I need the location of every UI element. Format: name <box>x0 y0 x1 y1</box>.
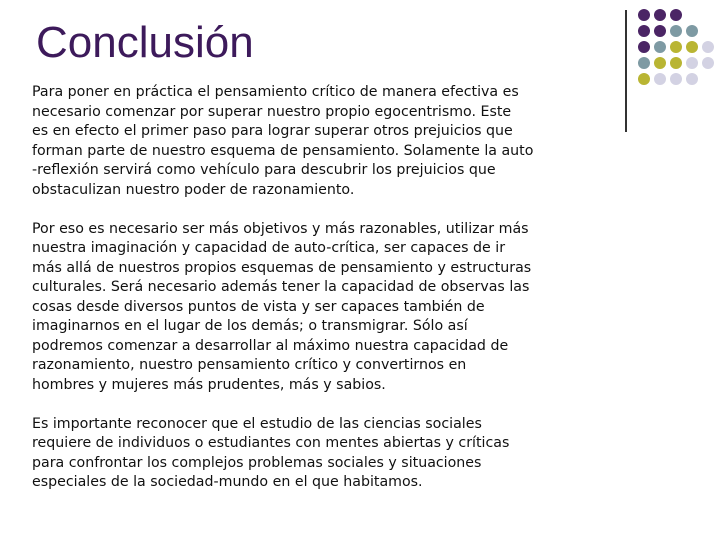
decorative-dot <box>670 73 682 85</box>
decorative-dot <box>638 41 650 53</box>
decorative-dot <box>670 25 682 37</box>
decorative-dot <box>654 25 666 37</box>
decorative-dot <box>638 57 650 69</box>
decorative-dot-grid <box>638 9 720 121</box>
decorative-dot <box>638 73 650 85</box>
paragraph-3: Es importante reconocer que el estudio de las ciencias sociales requiere de individuos o estudiantes con mentes abiertas y críticas para confrontar los complejos problemas sociales y situaciones especiales de la sociedad-mundo en el que habitamos. <box>32 415 510 490</box>
decorative-dot <box>654 9 666 21</box>
decorative-dot <box>638 9 650 21</box>
decorative-dot <box>654 41 666 53</box>
decorative-dot <box>670 9 682 21</box>
slide-title: Conclusión <box>36 18 254 67</box>
decorative-dot <box>654 73 666 85</box>
slide-body <box>32 83 627 512</box>
decorative-dot <box>686 25 698 37</box>
decorative-dot <box>702 41 714 53</box>
decorative-dot <box>670 41 682 53</box>
paragraph-2: Por eso es necesario ser más objetivos y más razonables, utilizar más nuestra imaginación y capacidad de auto-crítica, ser capaces de ir más allá de nuestros propios esquemas de pensamiento y estructuras culturales. Será necesario además tener la capacidad de observas las cosas desde diversos puntos de vista y ser capaces también de imaginarnos en el lugar de los demás; o transmigrar. Sólo así podremos comenzar a desarrollar al máximo nuestra capacidad de razonamiento, nuestro pensamiento crítico y convertirnos en hombres y mujeres más prudentes, más y sabios. <box>32 220 532 393</box>
decorative-dot <box>670 57 682 69</box>
decorative-dot <box>686 41 698 53</box>
decorative-dot <box>702 57 714 69</box>
decorative-dot <box>654 57 666 69</box>
decorative-dot <box>638 25 650 37</box>
decorative-dot <box>686 73 698 85</box>
paragraph-1: Para poner en práctica el pensamiento crítico de manera efectiva es necesario comenzar por superar nuestro propio egocentrismo. Este es en efecto el primer paso para lograr superar otros prejuicios que forman parte de nuestro esquema de pensamiento. Solamente la auto -reflexión servirá como vehículo para descubrir los prejuicios que obstaculizan nuestro poder de razonamiento. <box>32 84 534 198</box>
decorative-dot <box>686 57 698 69</box>
